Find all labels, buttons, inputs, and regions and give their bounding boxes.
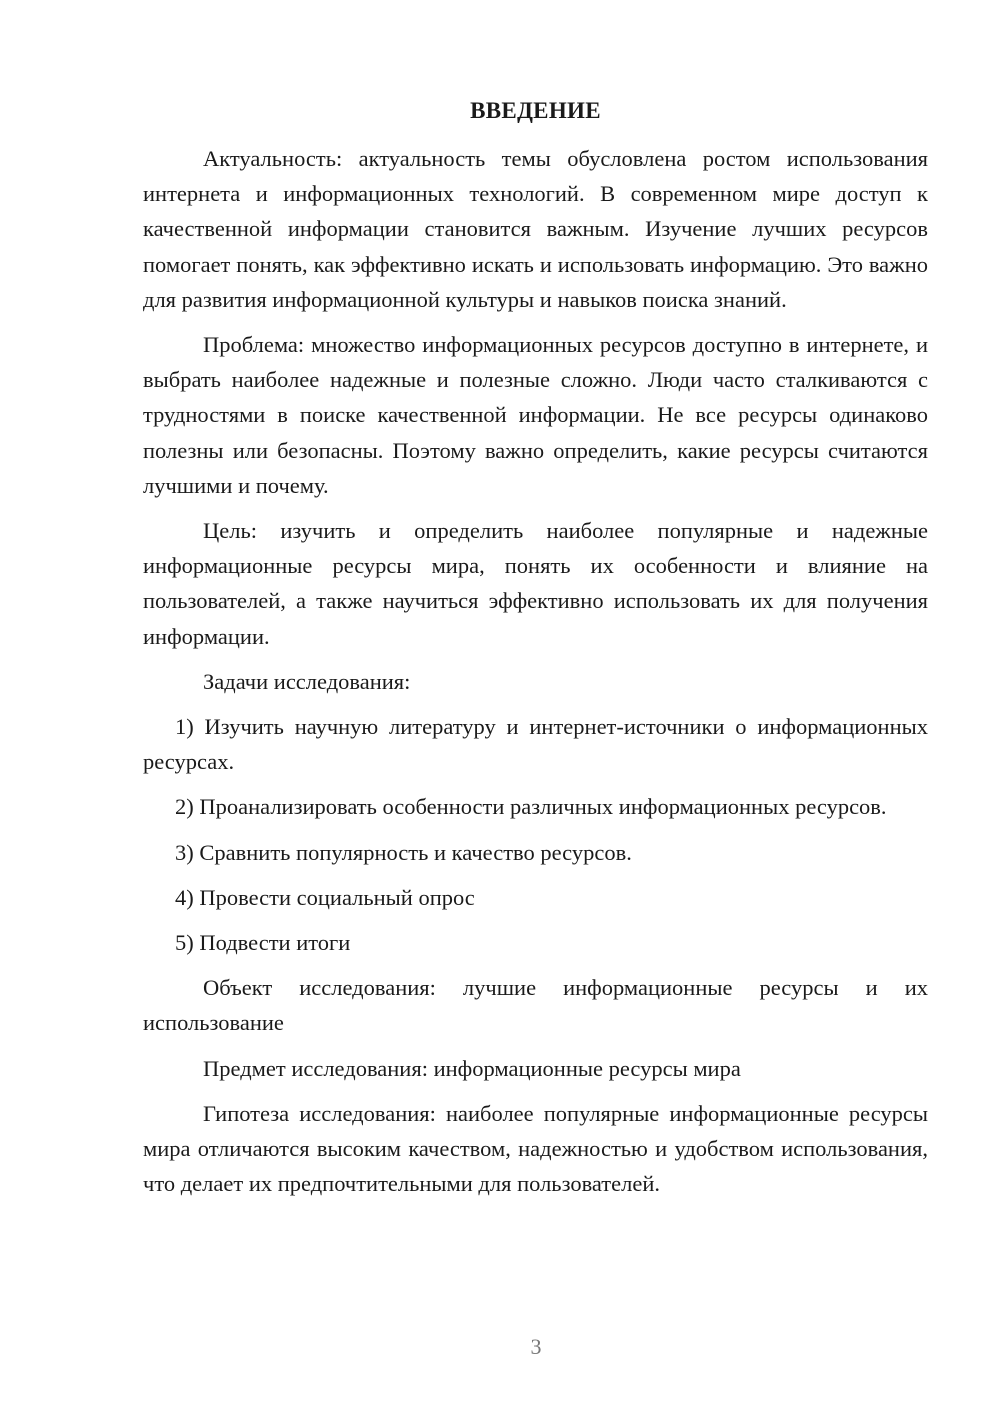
paragraph-relevance: Актуальность: актуальность темы обусловлена ростом использования интернета и информационных технологий. В современном мире доступ к качественной информации становится важным. Изучение лучших ресурсов помогает понять, как эффективно искать и использовать информацию. Это важно для развития информационной культуры и навыков поиска знаний. — [143, 146, 928, 312]
section-heading: ВВЕДЕНИЕ — [470, 98, 601, 123]
paragraph-tasks-heading: Задачи исследования: — [203, 668, 411, 694]
document-body — [143, 141, 928, 1211]
paragraph-hypothesis: Гипотеза исследования: наиболее популярные информационные ресурсы мира отличаются высоким качеством, надежностью и удобством использования, что делает их предпочтительными для пользователей. — [143, 1100, 928, 1197]
task-item-2: 2) Проанализировать особенности различных информационных ресурсов. — [175, 794, 887, 820]
page-number: 3 — [530, 1334, 542, 1359]
task-item-3: 3) Сравнить популярность и качество ресурсов. — [175, 839, 632, 865]
paragraph-goal: Цель: изучить и определить наиболее популярные и надежные информационные ресурсы мира, понять их особенности и влияние на пользователей, а также научиться эффективно использовать их для получения информации. — [143, 518, 928, 649]
task-item-1: 1) Изучить научную литературу и интернет-источники о информационных ресурсах. — [143, 714, 928, 775]
task-item-4: 4) Провести социальный опрос — [175, 884, 475, 910]
paragraph-problem: Проблема: множество информационных ресурсов доступно в интернете, и выбрать наиболее надежные и полезные сложно. Люди часто сталкиваются с трудностями в поиске качественной информации. Не все ресурсы одинаково полезны или безопасны. Поэтому важно определить, какие ресурсы считаются лучшими и почему. — [143, 332, 928, 498]
task-item-5: 5) Подвести итоги — [175, 930, 351, 956]
paragraph-object: Объект исследования: лучшие информационные ресурсы и их использование — [143, 975, 928, 1036]
paragraph-subject: Предмет исследования: информационные ресурсы мира — [203, 1055, 741, 1081]
